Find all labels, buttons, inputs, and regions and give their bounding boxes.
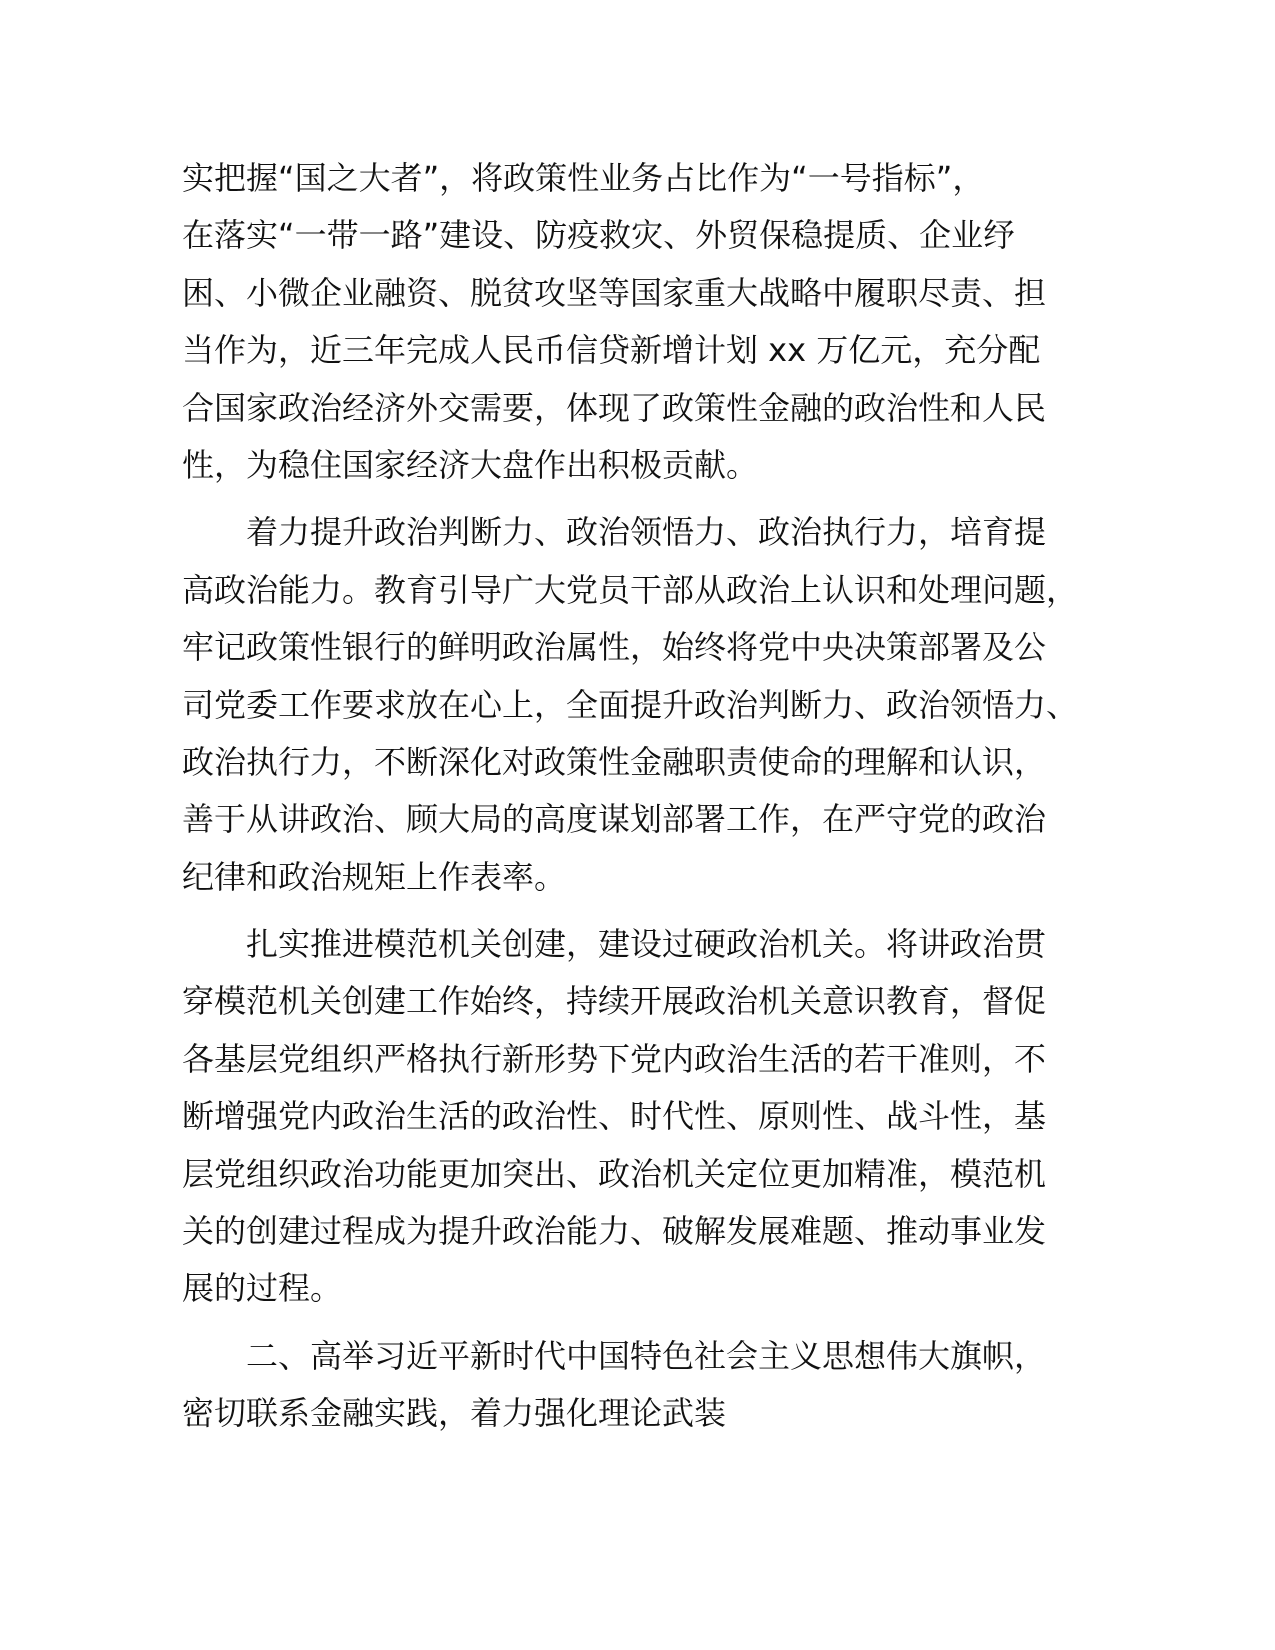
text-line: 断增强党内政治生活的政治性、时代性、原则性、战斗性，基 (182, 1097, 1047, 1136)
paragraph-spacer (182, 906, 1082, 916)
text-line: 着力提升政治判断力、政治领悟力、政治执行力，培育提 (246, 513, 1047, 552)
paragraph-2 (182, 504, 1082, 906)
text-line: 司党委工作要求放在心上，全面提升政治判断力、政治领悟力、 (182, 685, 1079, 724)
document-body (182, 150, 1082, 1443)
text-line: 当作为，近三年完成人民币信贷新增计划 xx 万亿元，充分配 (182, 331, 1041, 370)
paragraph-spacer (182, 1318, 1082, 1328)
paragraph-3 (182, 916, 1082, 1318)
text-line: 密切联系金融实践，着力强化理论武装 (182, 1394, 727, 1433)
section-heading (182, 1328, 1082, 1443)
text-line: 展的过程。 (182, 1269, 343, 1308)
text-line: 合国家政治经济外交需要，体现了政策性金融的政治性和人民 (182, 388, 1047, 427)
text-line: 穿模范机关创建工作始终，持续开展政治机关意识教育，督促 (182, 982, 1047, 1021)
text-line: 善于从讲政治、顾大局的高度谋划部署工作，在严守党的政治 (182, 800, 1047, 839)
text-line: 实把握“国之大者”，将政策性业务占比作为“一号指标”， (182, 159, 985, 197)
text-line: 纪律和政治规矩上作表率。 (182, 857, 567, 896)
text-line: 困、小微企业融资、脱贫攻坚等国家重大战略中履职尽责、担 (182, 273, 1047, 312)
text-line: 政治执行力，不断深化对政策性金融职责使命的理解和认识， (182, 742, 1047, 781)
text-line: 在落实“一带一路”建设、防疫救灾、外贸保稳提质、企业纾 (182, 216, 1016, 255)
text-line: 层党组织政治功能更加突出、政治机关定位更加精准，模范机 (182, 1154, 1047, 1193)
text-line: 高政治能力。教育引导广大党员干部从政治上认识和处理问题， (182, 570, 1079, 609)
paragraph-1 (182, 150, 1082, 494)
text-line: 扎实推进模范机关创建，建设过硬政治机关。将讲政治贯 (246, 925, 1047, 964)
text-line: 二、高举习近平新时代中国特色社会主义思想伟大旗帜， (246, 1336, 1047, 1375)
text-line: 牢记政策性银行的鲜明政治属性，始终将党中央决策部署及公 (182, 628, 1047, 667)
text-line: 性，为稳住国家经济大盘作出积极贡献。 (182, 445, 759, 484)
paragraph-spacer (182, 494, 1082, 504)
text-line: 关的创建过程成为提升政治能力、破解发展难题、推动事业发 (182, 1212, 1047, 1251)
text-line: 各基层党组织严格执行新形势下党内政治生活的若干准则，不 (182, 1039, 1047, 1078)
